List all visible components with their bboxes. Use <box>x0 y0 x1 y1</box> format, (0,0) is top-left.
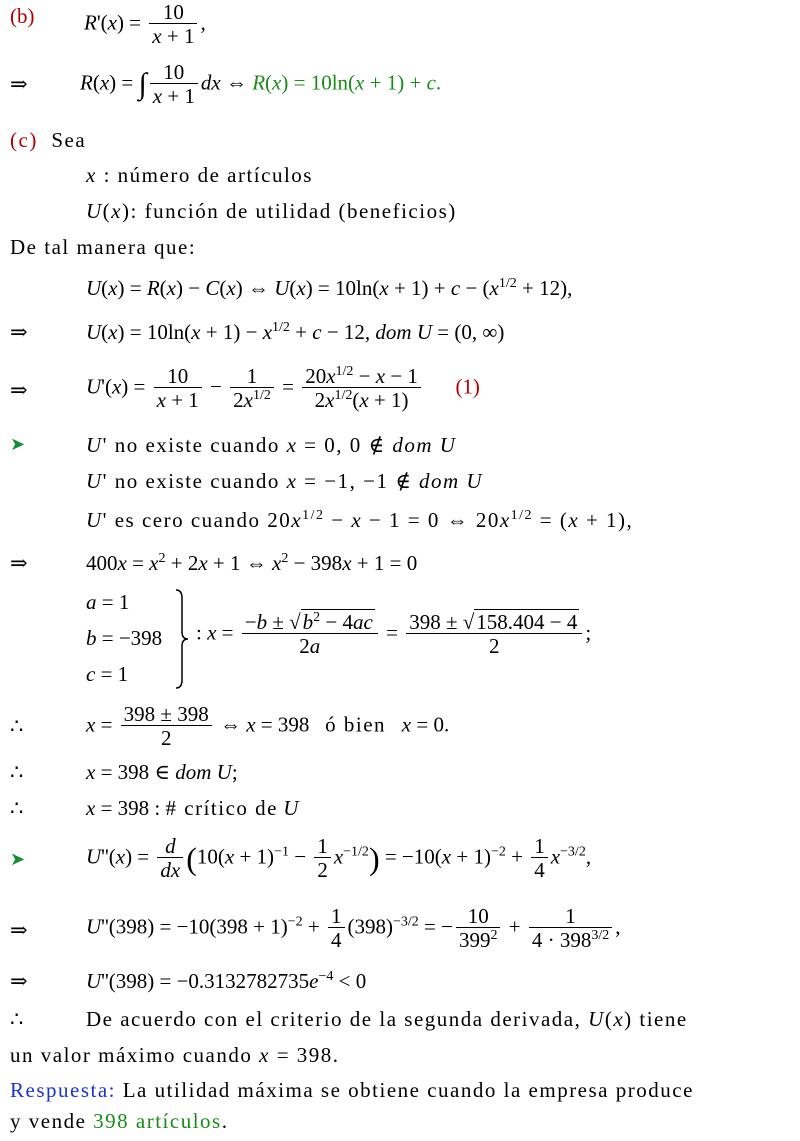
eq-formula: : x = $\frac{-b \pm √b^2 - 4ac}{2a}$ = $\frac{398 \pm √158.404 - 4}{2}$ ; <box>196 610 592 658</box>
eq-u-simpl: $U(x) = 10\ln(x + 1) - x^{1/2} + c - 12$, dom U = (0, ∞) <box>86 320 505 344</box>
respuesta-text2: y vende <box>10 1109 87 1133</box>
conclusion-1b-text: tiene <box>639 1007 688 1031</box>
es-cero-text: es cero cuando <box>114 508 261 532</box>
implies-icon: ⇒ <box>10 918 28 942</box>
noexist-1-text: no existe cuando <box>114 433 280 457</box>
bullet-icon: ➤ <box>10 434 27 454</box>
eq-u2-398: $U''(398) = -10(398 + 1)^{-2}$ + $\frac{1}{4}$ $(398)^{-3/2}$ = − $\frac{10}{399^2}$ + $\frac{1}{4 \cdot 398^{3/2}}$ , <box>86 904 621 952</box>
label-b: (b) <box>10 4 35 28</box>
x-def: x : número de artículos <box>86 163 313 187</box>
eq-in-dom: x = 398 ∈ dom U; <box>86 760 238 784</box>
conclusion-2: un valor máximo cuando x = 398. <box>10 1043 340 1067</box>
therefore-icon: ∴ <box>10 714 24 738</box>
conclusion-1-text: De acuerdo con el criterio de la segunda derivada, <box>86 1007 582 1031</box>
label-one: (1) <box>455 374 480 399</box>
implies-icon: ⇒ <box>10 320 28 344</box>
noexist-2-text: no existe cuando <box>114 469 280 493</box>
conclusion-1: De acuerdo con el criterio de la segunda derivada, U(x) tiene <box>86 1007 688 1031</box>
brace-icon <box>174 588 190 690</box>
u-def: U(x): función de utilidad (beneficios) <box>86 199 457 223</box>
es-cero: U' es cero cuando $20x^{1/2} - x - 1 = 0$ ⇔ $20x^{1/2} = (x + 1)$, <box>86 508 634 532</box>
implies-icon: ⇒ <box>10 551 28 575</box>
eq-uprime: U'(x) = $\frac{10}{x + 1}$ − $\frac{1}{2x^{1/2}}$ = $\frac{20x^{1/2} - x - 1}{2x^{1/2}(x + 1)}$ (1) <box>86 364 480 412</box>
eq-critico: x = 398 : # crítico de U <box>86 796 299 820</box>
respuesta-text: La utilidad máxima se obtiene cuando la empresa produce <box>122 1078 694 1102</box>
respuesta-2 <box>10 1111 228 1132</box>
respuesta-end: . <box>221 1109 229 1133</box>
sea-text: Sea <box>51 128 87 152</box>
label-c-wrap <box>10 130 86 151</box>
label-c: (c) <box>10 128 38 152</box>
implies-icon: ⇒ <box>10 969 28 993</box>
implies-icon: ⇒ <box>10 72 28 96</box>
respuesta-label: Respuesta: <box>10 1078 116 1102</box>
noexist-1: U' no existe cuando x = 0, 0 ∉ dom U <box>86 433 457 457</box>
eq-u2: U''(x) = $\frac{d}{dx}$ ($10(x + 1)^{-1}$ − $\frac{1}{2}$ $x^{-1/2}) = -10(x + 1)^{-2}$ + $\frac{1}{4}$ $x^{-3/2}$, <box>86 834 592 882</box>
therefore-icon: ∴ <box>10 1007 25 1031</box>
bullet-icon: ➤ <box>10 849 26 869</box>
conclusion-2-text: un valor máximo cuando <box>10 1043 253 1067</box>
eq-rprime: R'(x) = $\frac{10}{x + 1}$ , <box>84 0 206 48</box>
o-bien-text: ó bien <box>325 712 387 737</box>
eq-u2-value: $U''(398) = -0.3132782735e^{-4} < 0$ <box>86 969 367 993</box>
noexist-2: U' no existe cuando x = −1, −1 ∉ dom U <box>86 469 484 493</box>
respuesta <box>10 1080 694 1101</box>
critico-text: # crítico de <box>165 796 278 820</box>
eq-u-rc: U(x) = R(x) − C(x) ⇔ $U(x) = 10\ln(x + 1) + c - (x^{1/2} + 12)$, <box>86 276 573 300</box>
respuesta-value: 398 artículos <box>93 1109 222 1133</box>
u-def-text: función de utilidad (beneficios) <box>144 199 457 223</box>
eq-quadratic: $400x = x^2 + 2x + 1$ ⇔ $x^2 - 398x + 1 = 0$ <box>86 551 418 575</box>
eq-roots: x = $\frac{398 \pm 398}{2}$ ⇔ x = 398 ó bien x = 0. <box>86 702 450 750</box>
eq-r-integral: R(x) = ∫ $\frac{10}{x + 1}$ dx ⇔ R(x) = 10ln(x + 1) + c. <box>80 60 442 108</box>
therefore-icon: ∴ <box>10 796 24 820</box>
x-def-text: número de artículos <box>117 163 313 187</box>
implies-icon: ⇒ <box>10 378 28 402</box>
de-tal-text: De tal manera que: <box>10 235 197 259</box>
therefore-icon: ∴ <box>10 760 24 784</box>
